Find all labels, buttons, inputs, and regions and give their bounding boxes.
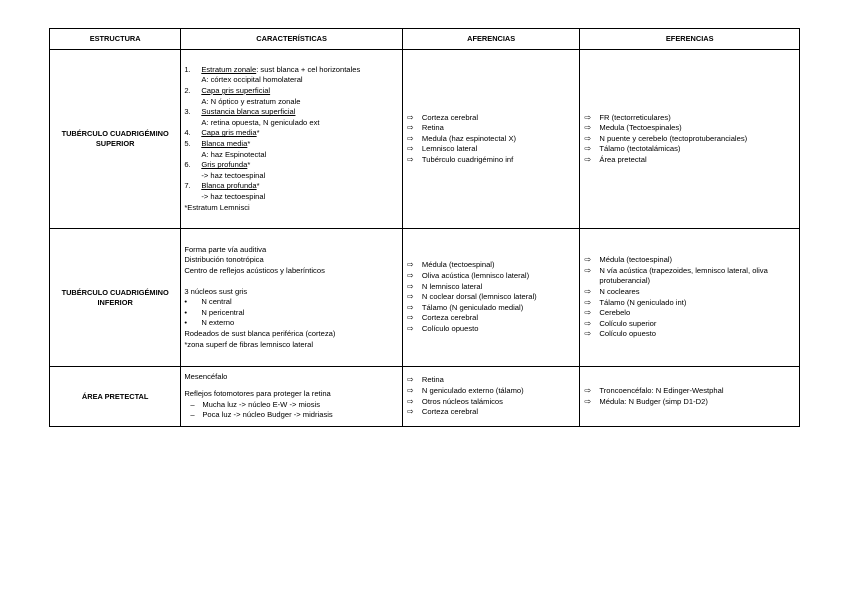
features-cell [181,367,403,427]
efferent-item: ⇨ Medula (Tectoespinales) [583,123,796,134]
nucleus-item: • N central [184,297,232,307]
efferent-item: ⇨ Médula: N Budger (simp D1-D2) [583,397,796,408]
table-row [50,50,800,229]
afferent-item: ⇨ Retina [406,123,576,134]
header-structure: ESTRUCTURA [50,29,181,50]
header-efferents: EFERENCIAS [580,29,800,50]
layer-item: 6. Gris profunda* [184,160,251,170]
afferents-cell [402,229,579,367]
layer-item: 2. Capa gris superficial [184,86,271,96]
layer-sub: -> haz tectoespinal [201,170,266,180]
afferent-item: ⇨ N lemnisco lateral [406,282,576,293]
layer-sub: A: córtex occipital homolateral [201,75,303,85]
structure-name-2: INFERIOR [97,297,133,307]
afferent-item: ⇨ N coclear dorsal (lemnisco lateral) [406,292,576,303]
features-cell [181,229,403,367]
afferent-item: ⇨ Retina [406,375,576,386]
header-features: CARACTERÍSTICAS [181,29,403,50]
layer-sub: A: N óptico y estratum zonale [201,96,301,106]
afferents-cell [402,50,579,229]
afferent-item: ⇨ Oliva acústica (lemnisco lateral) [406,271,576,282]
efferent-item: ⇨ Troncoencéfalo: N Edinger-Westphal [583,386,796,397]
efferent-item: ⇨ N vía acústica (trapezoides, lemnisco lateral, oliva protuberancial) [583,266,796,287]
afferent-item: ⇨ Medula (haz espinotectal X) [406,134,576,145]
feature-line: Centro de reflejos acústicos y laberínticos [184,266,325,276]
afferent-item: ⇨ Tubérculo cuadrigémino inf [406,155,576,166]
layer-sub: A: retina opuesta, N geniculado ext [201,117,320,127]
efferent-item: ⇨ Tálamo (N geniculado int) [583,298,796,309]
afferent-item: ⇨ N geniculado externo (tálamo) [406,386,576,397]
layer-sub: -> haz tectoespinal [201,191,266,201]
header-afferents: AFERENCIAS [402,29,579,50]
nucleus-item: • N externo [184,318,235,328]
afferents-cell [402,367,579,427]
efferent-item: ⇨ Colículo opuesto [583,329,796,340]
layer-item: 5. Blanca media* [184,139,251,148]
efferent-item: ⇨ Área pretectal [583,155,796,166]
feature-note: *Estratum Lemnisci [184,202,250,212]
structure-name: TUBÉRCULO CUADRIGÉMINO [61,129,169,138]
feature-line: *zona superf de fibras lemnisco lateral [184,339,314,349]
afferent-item: ⇨ Tálamo (N geniculado medial) [406,303,576,314]
table-row [50,229,800,367]
layer-sub: A: haz Espinotectal [201,149,267,159]
efferent-item: ⇨ N cocleares [583,287,796,298]
dash-item: – Mucha luz -> núcleo E-W -> miosis [190,399,321,409]
afferent-item: ⇨ Corteza cerebral [406,313,576,324]
layer-item: 1. Estratum zonale: sust blanca + cel horizontales [184,64,361,74]
structure-cell [50,367,181,427]
afferent-item: ⇨ Corteza cerebral [406,407,576,418]
afferent-item: ⇨ Corteza cerebral [406,113,576,124]
structure-name-2: SUPERIOR [95,139,135,148]
structure-name: ÁREA PRETECTAL [81,391,149,401]
layer-item: 4. Capa gris media* [184,128,260,138]
efferent-item: ⇨ FR (tectorreticulares) [583,113,796,124]
efferents-cell [580,50,800,229]
feature-line: Mesencéfalo [184,372,228,382]
efferent-item: ⇨ Cerebelo [583,308,796,319]
efferent-item: ⇨ N puente y cerebelo (tectoprotuberanciales) [583,134,796,145]
efferent-item: ⇨ Colículo superior [583,319,796,330]
efferents-cell [580,367,800,427]
anatomy-table [49,28,800,427]
nuclei-title: 3 núcleos sust gris [184,286,248,296]
afferent-item: ⇨ Otros núcleos talámicos [406,397,576,408]
structure-name: TUBÉRCULO CUADRIGÉMINO [61,287,169,297]
dash-item: – Poca luz -> núcleo Budger -> midriasis [190,410,333,420]
efferent-item: ⇨ Médula (tectoespinal) [583,255,796,266]
feature-line: Distribución tonotrópica [184,255,264,265]
afferent-item: ⇨ Lemnisco lateral [406,144,576,155]
header-row [50,29,800,50]
structure-cell [50,229,181,367]
efferents-cell [580,229,800,367]
efferent-item: ⇨ Tálamo (tectotalámicas) [583,144,796,155]
features-cell [181,50,403,229]
feature-line: Forma parte vía auditiva [184,244,267,254]
table-row [50,367,800,427]
afferent-item: ⇨ Colículo opuesto [406,324,576,335]
afferent-item: ⇨ Médula (tectoespinal) [406,260,576,271]
layer-item: 7. Blanca profunda* [184,181,260,191]
nucleus-item: • N pericentral [184,307,245,317]
feature-line: Reflejos fotomotores para proteger la retina [184,388,331,398]
structure-cell [50,50,181,229]
feature-line: Rodeados de sust blanca periférica (corteza) [184,328,336,338]
layer-item: 3. Sustancia blanca superficial [184,107,296,117]
